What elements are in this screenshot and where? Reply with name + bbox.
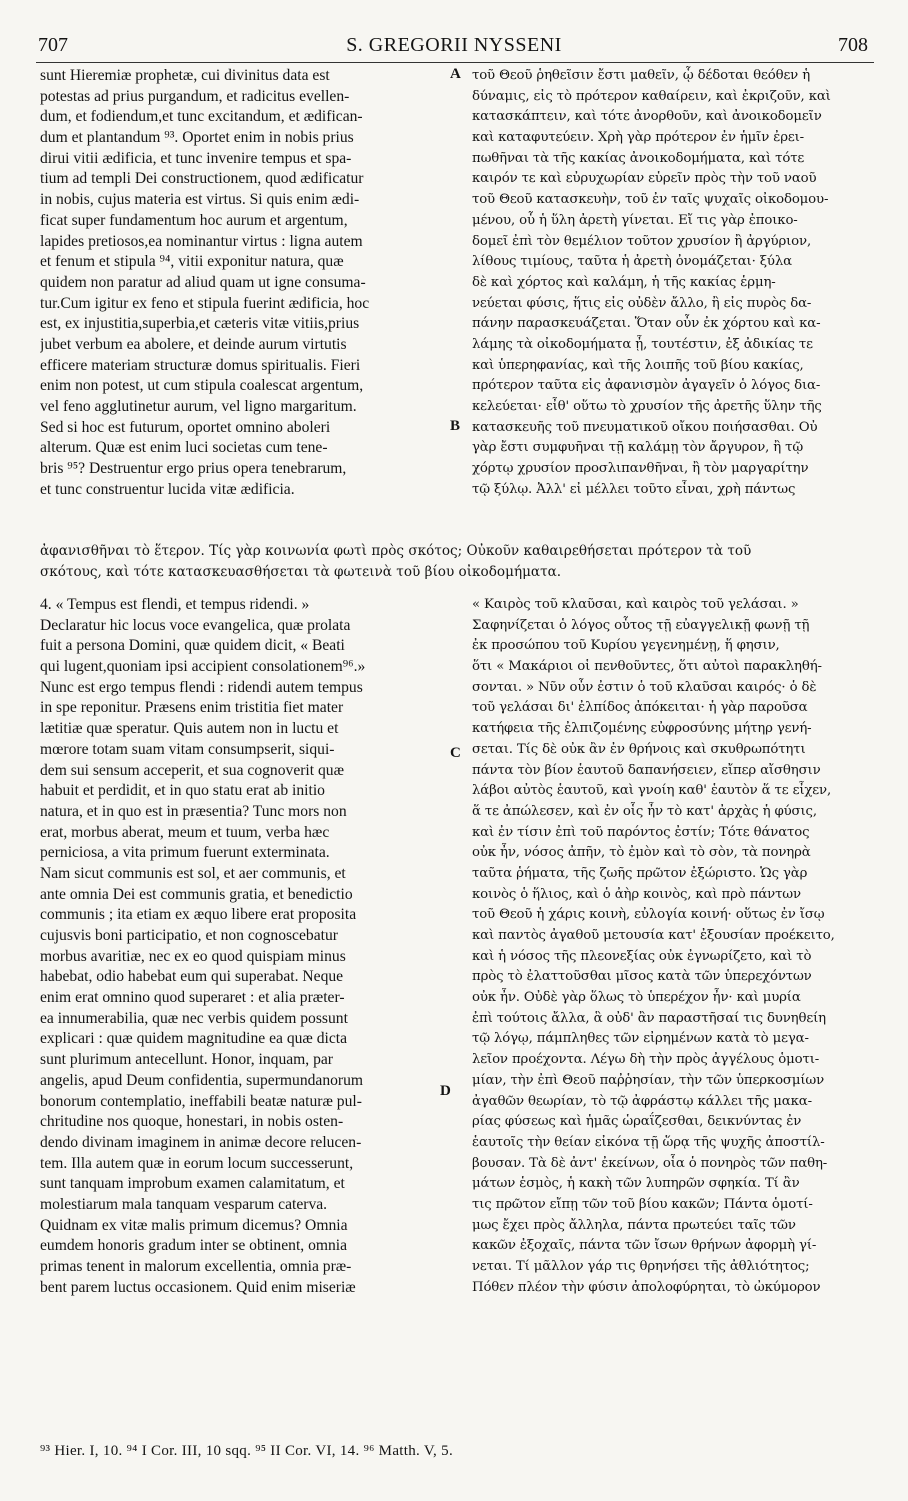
text-line: καιρόν τε καὶ εὐρυχωρίαν εὑρεῖν πρὸς τὴν τοῦ ναοῦ [472, 171, 817, 187]
text-line: qui lugent,quoniam ipsi accipient consolationem⁹⁶.» [40, 658, 366, 676]
text-line: ἐπὶ τούτοις ἄλλα, ἃ οὐδ' ἂν παραστῆσαί τις δυνηθείη [472, 1010, 826, 1026]
text-line: bonorum contemplatio, ineffabili beatæ naturæ pul- [40, 1092, 362, 1110]
text-line: πρότερον ταῦτα εἰς ἀφανισμὸν ἀγαγεῖν ὁ λόγος δια- [472, 378, 821, 394]
text-line: lapides pretiosos,ea nominantur virtus : ligna autem [40, 232, 363, 250]
text-line: καὶ ἐν τίσιν ἐπὶ τοῦ παρόντος ἐστίν; Τότε θάνατος [472, 824, 810, 840]
text-line: morbus avaritiæ, nec ex eo quod quispiam minus [40, 947, 346, 965]
page-number-left: 707 [38, 34, 68, 56]
text-line: νεται. Τί μᾶλλον γάρ τις θρηνήσει τῆς ἀθλιότητος; [472, 1259, 810, 1274]
text-line: καὶ ἡ νόσος τῆς πλεονεξίας οὐκ ἐγνωρίζετο, καὶ τὸ [472, 948, 812, 964]
text-line: jubet verbum ea abolere, et deinde aurum virtutis [40, 335, 347, 353]
text-line: explicari : quæ quidem magnitudine ea quæ dicta [40, 1030, 348, 1048]
text-line: βουσαν. Τὰ δὲ ἀντ' ἐκείνων, οἷα ὁ πονηρὸς τῶν παθη- [472, 1155, 828, 1171]
text-line: molestiarum mala tanquam vesparum caterva. [40, 1195, 328, 1213]
text-line: οὐκ ἦν. Οὐδὲ γὰρ ὅλως τὸ ὑπερέχον ἦν· καὶ μυρία [472, 990, 801, 1006]
text-line: μίαν, τὴν ἐπὶ Θεοῦ παῤῥησίαν, τὴν τῶν ὑπερκοσμίων [472, 1072, 825, 1088]
text-line: σονται. » Νῦν οὖν ἐστιν ὁ τοῦ κλαῦσαι καιρός· ὁ δὲ [472, 679, 817, 695]
text-line: σεται. Τίς δὲ οὐκ ἂν ἐν θρήνοις καὶ σκυθρωπότητι [472, 741, 806, 757]
text-line: ὅτι « Μακάριοι οἱ πενθοῦντες, ὅτι αὐτοὶ παρακληθή- [472, 659, 822, 675]
text-line: Quidnam ex vitæ malis primum dicemus? Omnia [40, 1216, 348, 1234]
text-line: οὐκ ἦν, νόσος ἀπῆν, τὸ ἐμὸν καὶ τὸ σὸν, τὰ πονηρὰ [472, 845, 811, 861]
text-line: tur.Cum igitur ex feno et stipula fuerint ædificia, hoc [40, 294, 370, 312]
text-line: λίθους τιμίους, ταῦτα ἡ ἀρετὴ ὀνομάζεται· ξύλα [472, 254, 792, 270]
text-line: τοῦ γελάσαι δι' ἐλπίδος ἀπόκειται· ἡ γὰρ παροῦσα [472, 700, 808, 716]
text-line: ταῦτα ῥήματα, τῆς ζωῆς πρῶτον ἐξώριστο. Ὡς γὰρ [472, 865, 808, 881]
text-line: καὶ παντὸς ἀγαθοῦ μετουσία κατ' ἐξουσίαν προέκειτο, [472, 928, 835, 943]
text-line: ρίας φύσεως καὶ ἡμᾶς ὡραΐζεσθαι, δεικνύντας ἐν [472, 1114, 802, 1130]
text-line: habebat, odio habebat eum qui superabat. Neque [40, 968, 344, 986]
text-line: habuit et perdidit, et in quo statu erat ab initio [40, 782, 325, 800]
text-line: ἅ τε ἀπώλεσεν, καὶ ἐν οἷς ἦν τὸ κατ' ἀρχὰς ἡ φύσις, [472, 803, 817, 819]
text-line: in spe reponitur. Præsens enim tristitia fiet mater [40, 699, 344, 717]
text-line: perniciosa, a vita primum fuerunt exterminata. [40, 844, 330, 862]
text-line: fuit a persona Domini, quæ quidem dicit, « Beati [40, 637, 345, 655]
text-line: ea innumerabilia, quæ nec verbis quidem possunt [40, 1009, 348, 1027]
text-line: angelis, apud Deum confidentia, supermundanorum [40, 1071, 364, 1089]
text-line: et fenum et stipula ⁹⁴, vitii exponitur natura, quæ [40, 253, 344, 271]
text-line: κατήφεια τῆς ἐλπιζομένης εὐφροσύνης μήτηρ γενή- [472, 721, 812, 737]
text-line: sunt tanquam improbum examen calamitatum, et [40, 1175, 345, 1193]
greek-column-top [472, 66, 872, 502]
text-line: καὶ καταφυτεύειν. Χρὴ γὰρ πρότερον ἐν ἡμῖν ἐρει- [472, 130, 805, 146]
text-line: Nunc est ergo tempus flendi : ridendi autem tempus [40, 678, 363, 696]
text-line: lætitiæ quæ speratur. Quis autem non in luctu et [40, 720, 339, 738]
margin-marker-d: D [440, 1083, 451, 1099]
text-line: κατασκευῆς τοῦ πνευματικοῦ οἴκου ποιήσασθαι. Οὐ [472, 419, 818, 435]
text-line: in nobis, cujus materia est virtus. Si quis enim ædi- [40, 191, 360, 209]
greek-full-width-passage [40, 541, 876, 583]
text-line: chritudine nos quoque, honestari, in nobis osten- [40, 1113, 344, 1131]
page-number-right: 708 [838, 34, 868, 56]
text-line: δομεῖ ἐπὶ τὸν θεμέλιον τοῦτον χρυσίον ἢ ἀργύριον, [472, 233, 812, 249]
latin-column-bottom [40, 595, 444, 1305]
text-line: dirui vitii ædificia, et tunc invenire tempus et spa- [40, 149, 352, 167]
text-line: dem sui sensum acceperit, et sua cognoverit quæ [40, 761, 344, 779]
text-line: κοινὸς ὁ ἥλιος, καὶ ὁ ἀὴρ κοινὸς, καὶ πρὸ πάντων [472, 886, 801, 902]
text-line: γὰρ ἔστι συμφυῆναι τῇ καλάμῃ τὸν ἄργυρον, ἢ τῷ [472, 440, 804, 456]
footnotes: ⁹³ Hier. I, 10. ⁹⁴ I Cor. III, 10 sqq. ⁹⁵ II Cor. VI, 14. ⁹⁶ Matth. V, 5. [40, 1443, 453, 1459]
running-title: S. GREGORII NYSSENI [346, 34, 562, 56]
text-line: primas tenent in malorum excellentia, omnia præ- [40, 1258, 352, 1275]
text-line: τις πρῶτον εἴπῃ τῶν τοῦ βίου κακῶν; Πάντα ὁμοτί- [472, 1196, 813, 1212]
text-line: enim erat omnino quod superaret : et alia præter- [40, 989, 345, 1007]
text-line: πωθῆναι τὰ τῆς κακίας ἀνοικοδομήματα, καὶ τότε [472, 150, 805, 166]
text-line: potestas ad prius purgandum, et radicitus evellen- [40, 87, 350, 105]
text-line: bent parem luctus occasionem. Quid enim miseriæ [40, 1278, 356, 1296]
text-line: eumdem honoris gradum inter se obtinent, omnia [40, 1237, 348, 1255]
text-line: ἑαυτοῖς τὴν θείαν εἰκόνα τῇ ὥρᾳ τῆς ψυχῆς ἀποστίλ- [472, 1134, 825, 1150]
margin-marker-c: C [450, 745, 461, 761]
text-line: et tunc construentur lucida vitæ ædificia. [40, 480, 295, 498]
text-line: communis ; ita etiam ex æquo libere erat proposita [40, 906, 357, 924]
text-line: λάμης τὰ οἰκοδομήματα ᾖ, τουτέστιν, ἐξ ἀδικίας τε [472, 336, 813, 352]
text-line: μάτων ἑσμὸς, ἡ κακὴ τῶν λυπηρῶν σφηκία. Τί ἂν [472, 1176, 800, 1192]
text-line: enim non potest, ut cum stipula coalescat argentum, [40, 377, 364, 395]
text-line: πάντα τὸν βίον ἑαυτοῦ δαπανήσειεν, εἴπερ αἴσθησιν [472, 762, 821, 778]
text-line: mœrore totam suam vitam consumpserit, siqui- [40, 740, 335, 758]
text-line: Sed si hoc est futurum, oportet omnino aboleri [40, 418, 331, 436]
text-line: Declaratur hic locus voce evangelica, quæ prolata [40, 616, 351, 634]
text-line: sunt Hieremiæ prophetæ, cui divinitus data est [40, 67, 330, 84]
margin-marker-b: B [450, 418, 461, 434]
text-line: ἐκ προσώπου τοῦ Κυρίου γεγενημένῃ, ἥ φησιν, [472, 638, 780, 654]
text-line: μως ἔχει πρὸς ἄλληλα, πάντα πρωτεύει ταῖς τῶν [472, 1217, 796, 1233]
text-line: dum, et fodiendum,et tunc excitandum, et ædifican- [40, 108, 363, 126]
text-line: dendo divinam imaginem in animæ decore relucen- [40, 1133, 362, 1151]
text-line: est, ex injustitia,superbia,et cæteris vitæ vitiis,prius [40, 315, 360, 333]
text-line: πάνην παρασκευάζεται. Ὅταν οὖν ἐκ χόρτου καὶ κα- [472, 316, 821, 332]
text-line: sunt plurimum antecellunt. Honor, inquam, par [40, 1051, 333, 1069]
text-line: ante omnia Dei est communis gratia, et benedictio [40, 885, 353, 903]
text-line: σκότους, καὶ τότε κατασκευασθήσεται τὰ φωτεινὰ τοῦ βίου οἰκοδομήματα. [40, 564, 562, 580]
text-line: tem. Illa autem quæ in eorum locum successerunt, [40, 1154, 354, 1172]
text-line: vel feno agglutinetur aurum, vel ligno margaritum. [40, 398, 357, 415]
text-line: κελεύεται· εἶθ' οὕτω τὸ χρυσίον τῆς ἀρετῆς ὕλην τῆς [472, 399, 822, 414]
text-line: δὲ καὶ χόρτος καὶ καλάμη, ἡ τῆς κακίας ἑρμη- [472, 274, 776, 290]
text-line: δύναμις, εἰς τὸ πρότερον καθαίρειν, καὶ ἐκριζοῦν, καὶ [472, 88, 831, 104]
text-line: erat, morbus aberat, meum et tuum, verba hæc [40, 823, 330, 841]
text-line: χόρτῳ χρυσίον προσλιπανθῆναι, ἢ τὸν μαργαρίτην [472, 461, 809, 477]
text-line: ἀφανισθῆναι τὸ ἕτερον. Τίς γὰρ κοινωνία φωτὶ πρὸς σκότος; Οὐκοῦν καθαιρεθήσεται πρότερον τὰ τοῦ [40, 543, 752, 559]
text-line: bris ⁹⁵? Destruentur ergo prius opera tenebrarum, [40, 460, 347, 478]
text-line: 4. « Tempus est flendi, et tempus ridendi. » [40, 596, 310, 613]
text-line: Σαφηνίζεται ὁ λόγος οὗτος τῇ εὐαγγελικῇ φωνῇ τῇ [472, 617, 810, 633]
greek-column-bottom [472, 595, 872, 1305]
text-line: τῷ λόγῳ, πάμπληθες τῶν εἰρημένων κατὰ τὸ μεγα- [472, 1031, 809, 1047]
text-line: efficere materiam structuræ domus spiritualis. Fieri [40, 356, 361, 374]
text-line: τῷ ξύλῳ. Ἀλλ' εἰ μέλλει τοῦτο εἶναι, χρὴ πάντως [472, 481, 796, 497]
text-line: τοῦ Θεοῦ ἡ χάρις κοινὴ, εὐλογία κοινή· οὕτως ἐν ἴσῳ [472, 907, 825, 923]
text-line: νεύεται φύσις, ἥτις εἰς οὐδὲν ἄλλο, ἢ εἰς πυρὸς δα- [472, 295, 812, 311]
text-line: quidem non paratur ad aliud quam ut igne consuma- [40, 273, 366, 291]
text-line: alterum. Quæ est enim luci societas cum tene- [40, 439, 328, 457]
running-header [0, 34, 908, 60]
header-rule [36, 62, 874, 63]
text-line: Πόθεν πλέον τὴν φύσιν ἀπολοφύρηται, τὸ ὠκύμορον [472, 1279, 821, 1295]
text-line: μένου, οὗ ἡ ὕλη ἀρετὴ γίνεται. Εἴ τις γὰρ ἐποικο- [472, 212, 798, 228]
text-line: τοῦ Θεοῦ ῥηθεῖσιν ἔστι μαθεῖν, ᾧ δέδοται θεόθεν ἡ [472, 68, 811, 83]
text-line: Nam sicut communis est sol, et aer communis, et [40, 864, 346, 882]
text-line: « Καιρὸς τοῦ κλαῦσαι, καὶ καιρὸς τοῦ γελάσαι. » [472, 597, 799, 612]
text-line: τοῦ Θεοῦ κατασκευὴν, τοῦ ἐν ταῖς ψυχαῖς οἰκοδομου- [472, 192, 829, 208]
latin-column-top [40, 66, 444, 502]
text-line: λεῖον προέχοντα. Λέγω δὴ τὴν πρὸς ἀγγέλους ὁμοτι- [472, 1052, 820, 1068]
text-line: dum et plantandum ⁹³. Oportet enim in nobis prius [40, 129, 354, 147]
text-line: tium ad templi Dei constructionem, quod ædificatur [40, 170, 364, 188]
text-line: natura, et in quo est in præsentia? Tunc mors non [40, 802, 347, 820]
text-line: πρὸς τὸ ἐλαττοῦσθαι μῖσος κατὰ τῶν ὑπερεχόντων [472, 969, 812, 985]
text-line: καὶ ὑπερηφανίας, καὶ τῆς λοιπῆς τοῦ βίου κακίας, [472, 357, 804, 373]
text-line: ἀγαθῶν θεωρίαν, τὸ τῷ ἀφράστῳ κάλλει τῆς μακα- [472, 1093, 812, 1109]
text-line: κατασκάπτειν, καὶ τότε ἀνορθοῦν, καὶ ἀνοικοδομεῖν [472, 109, 822, 125]
text-line: κακῶν ἐξοχαῖς, πάντα τῶν ἴσων θρήνων ἀφορμὴ γί- [472, 1238, 817, 1254]
text-line: cujusvis boni participatio, et non cognoscebatur [40, 927, 338, 944]
text-line: λάβοι αὐτὸς ἑαυτοῦ, καὶ γνοίη καθ' ἑαυτὸν ἅ τε εἶχεν, [472, 783, 832, 799]
text-line: ficat super fundamentum hoc aurum et argentum, [40, 211, 348, 229]
margin-marker-a: A [450, 66, 461, 82]
